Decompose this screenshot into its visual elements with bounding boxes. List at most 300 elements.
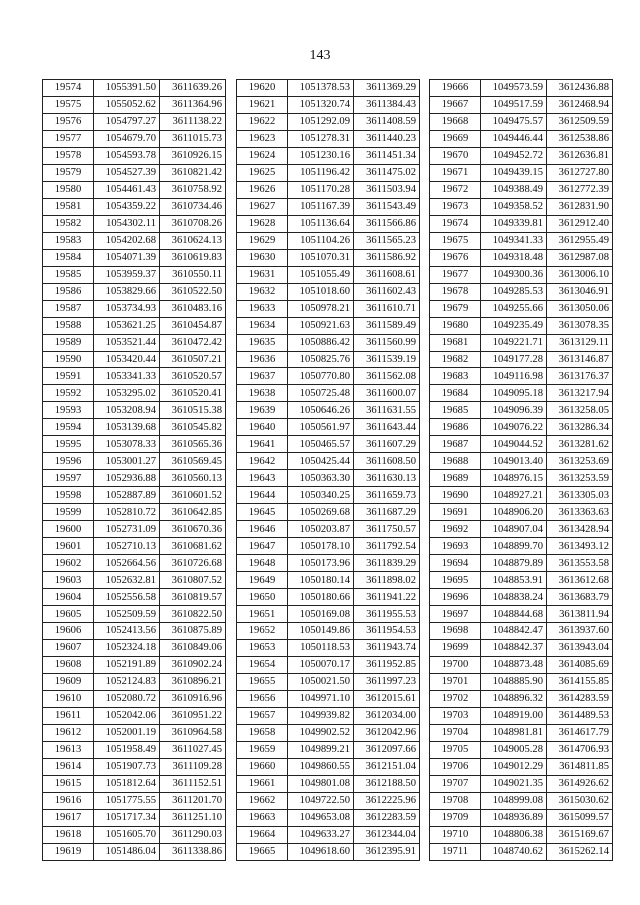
x-coordinate-cell: 1051378.53 <box>288 80 354 97</box>
x-coordinate-cell: 1050425.44 <box>288 453 354 470</box>
y-coordinate-cell: 3612468.94 <box>547 96 613 113</box>
table-row <box>430 266 613 283</box>
point-id-cell: 19630 <box>237 249 288 266</box>
table-row <box>237 572 420 589</box>
y-coordinate-cell: 3610520.57 <box>160 368 226 385</box>
y-coordinate-cell: 3610522.50 <box>160 283 226 300</box>
x-coordinate-cell: 1052936.88 <box>94 470 160 487</box>
table-row <box>430 538 613 555</box>
point-id-cell: 19625 <box>237 164 288 181</box>
table-row <box>43 606 226 623</box>
table-row <box>430 504 613 521</box>
point-id-cell: 19642 <box>237 453 288 470</box>
point-id-cell: 19688 <box>430 453 481 470</box>
x-coordinate-cell: 1051018.60 <box>288 283 354 300</box>
point-id-cell: 19590 <box>43 351 94 368</box>
table-row <box>430 436 613 453</box>
point-id-cell: 19613 <box>43 741 94 758</box>
x-coordinate-cell: 1054461.43 <box>94 181 160 198</box>
x-coordinate-cell: 1050173.96 <box>288 555 354 572</box>
y-coordinate-cell: 3610819.57 <box>160 589 226 606</box>
point-id-cell: 19704 <box>430 724 481 741</box>
table-row <box>43 758 226 775</box>
point-id-cell: 19657 <box>237 707 288 724</box>
y-coordinate-cell: 3611369.29 <box>354 80 420 97</box>
y-coordinate-cell: 3610734.46 <box>160 198 226 215</box>
y-coordinate-cell: 3610822.50 <box>160 606 226 623</box>
x-coordinate-cell: 1050363.30 <box>288 470 354 487</box>
point-id-cell: 19659 <box>237 741 288 758</box>
point-id-cell: 19695 <box>430 572 481 589</box>
x-coordinate-cell: 1052080.72 <box>94 690 160 707</box>
y-coordinate-cell: 3611138.22 <box>160 113 226 130</box>
point-id-cell: 19635 <box>237 334 288 351</box>
y-coordinate-cell: 3610454.87 <box>160 317 226 334</box>
table-row <box>430 724 613 741</box>
x-coordinate-cell: 1049358.52 <box>481 198 547 215</box>
table-row <box>43 690 226 707</box>
table-row <box>237 741 420 758</box>
point-id-cell: 19611 <box>43 707 94 724</box>
point-id-cell: 19686 <box>430 419 481 436</box>
x-coordinate-cell: 1050770.80 <box>288 368 354 385</box>
table-row <box>430 690 613 707</box>
point-id-cell: 19669 <box>430 130 481 147</box>
y-coordinate-cell: 3610916.96 <box>160 690 226 707</box>
point-id-cell: 19607 <box>43 639 94 656</box>
y-coordinate-cell: 3614283.59 <box>547 690 613 707</box>
y-coordinate-cell: 3611408.59 <box>354 113 420 130</box>
point-id-cell: 19660 <box>237 758 288 775</box>
x-coordinate-cell: 1053295.02 <box>94 385 160 402</box>
point-id-cell: 19580 <box>43 181 94 198</box>
point-id-cell: 19636 <box>237 351 288 368</box>
point-id-cell: 19658 <box>237 724 288 741</box>
point-id-cell: 19575 <box>43 96 94 113</box>
point-id-cell: 19620 <box>237 80 288 97</box>
y-coordinate-cell: 3611602.43 <box>354 283 420 300</box>
x-coordinate-cell: 1054071.39 <box>94 249 160 266</box>
point-id-cell: 19592 <box>43 385 94 402</box>
x-coordinate-cell: 1049012.29 <box>481 758 547 775</box>
y-coordinate-cell: 3613258.05 <box>547 402 613 419</box>
y-coordinate-cell: 3612042.96 <box>354 724 420 741</box>
x-coordinate-cell: 1050203.87 <box>288 521 354 538</box>
point-id-cell: 19653 <box>237 639 288 656</box>
y-coordinate-cell: 3610964.58 <box>160 724 226 741</box>
x-coordinate-cell: 1051486.04 <box>94 843 160 860</box>
y-coordinate-cell: 3611687.29 <box>354 504 420 521</box>
table-row <box>43 521 226 538</box>
y-coordinate-cell: 3610483.16 <box>160 300 226 317</box>
y-coordinate-cell: 3614155.85 <box>547 673 613 690</box>
point-id-cell: 19604 <box>43 589 94 606</box>
table-row <box>43 147 226 164</box>
y-coordinate-cell: 3612225.96 <box>354 792 420 809</box>
point-id-cell: 19606 <box>43 623 94 640</box>
x-coordinate-cell: 1049341.33 <box>481 232 547 249</box>
point-id-cell: 19708 <box>430 792 481 809</box>
x-coordinate-cell: 1049899.21 <box>288 741 354 758</box>
table-row <box>43 419 226 436</box>
x-coordinate-cell: 1053139.68 <box>94 419 160 436</box>
x-coordinate-cell: 1049439.15 <box>481 164 547 181</box>
point-id-cell: 19651 <box>237 606 288 623</box>
y-coordinate-cell: 3611109.28 <box>160 758 226 775</box>
point-id-cell: 19649 <box>237 572 288 589</box>
table-row <box>43 741 226 758</box>
point-id-cell: 19577 <box>43 130 94 147</box>
table-row <box>237 656 420 673</box>
y-coordinate-cell: 3613937.60 <box>547 623 613 640</box>
y-coordinate-cell: 3613553.58 <box>547 555 613 572</box>
y-coordinate-cell: 3611589.49 <box>354 317 420 334</box>
y-coordinate-cell: 3611384.43 <box>354 96 420 113</box>
point-id-cell: 19692 <box>430 521 481 538</box>
y-coordinate-cell: 3611954.53 <box>354 623 420 640</box>
x-coordinate-cell: 1048927.21 <box>481 487 547 504</box>
x-coordinate-cell: 1052810.72 <box>94 504 160 521</box>
table-row <box>237 181 420 198</box>
table-row <box>430 419 613 436</box>
y-coordinate-cell: 3613281.62 <box>547 436 613 453</box>
x-coordinate-cell: 1049446.44 <box>481 130 547 147</box>
x-coordinate-cell: 1050180.14 <box>288 572 354 589</box>
table-row <box>430 775 613 792</box>
x-coordinate-cell: 1050149.86 <box>288 623 354 640</box>
y-coordinate-cell: 3611792.54 <box>354 538 420 555</box>
table-row <box>237 809 420 826</box>
y-coordinate-cell: 3613006.10 <box>547 266 613 283</box>
table-row <box>43 504 226 521</box>
x-coordinate-cell: 1052710.13 <box>94 538 160 555</box>
point-id-cell: 19684 <box>430 385 481 402</box>
point-id-cell: 19709 <box>430 809 481 826</box>
point-id-cell: 19644 <box>237 487 288 504</box>
point-id-cell: 19603 <box>43 572 94 589</box>
point-id-cell: 19615 <box>43 775 94 792</box>
x-coordinate-cell: 1052664.56 <box>94 555 160 572</box>
x-coordinate-cell: 1050021.50 <box>288 673 354 690</box>
point-id-cell: 19668 <box>430 113 481 130</box>
table-row <box>43 470 226 487</box>
y-coordinate-cell: 3611560.99 <box>354 334 420 351</box>
point-id-cell: 19627 <box>237 198 288 215</box>
x-coordinate-cell: 1055052.62 <box>94 96 160 113</box>
table-row <box>43 623 226 640</box>
y-coordinate-cell: 3610515.38 <box>160 402 226 419</box>
x-coordinate-cell: 1050825.76 <box>288 351 354 368</box>
y-coordinate-cell: 3611566.86 <box>354 215 420 232</box>
table-row <box>430 487 613 504</box>
table-row <box>43 368 226 385</box>
point-id-cell: 19648 <box>237 555 288 572</box>
y-coordinate-cell: 3610807.52 <box>160 572 226 589</box>
point-id-cell: 19693 <box>430 538 481 555</box>
y-coordinate-cell: 3613612.68 <box>547 572 613 589</box>
x-coordinate-cell: 1048806.38 <box>481 826 547 843</box>
y-coordinate-cell: 3611562.08 <box>354 368 420 385</box>
x-coordinate-cell: 1050978.21 <box>288 300 354 317</box>
table-row <box>237 470 420 487</box>
point-id-cell: 19707 <box>430 775 481 792</box>
x-coordinate-cell: 1051812.64 <box>94 775 160 792</box>
table-row <box>430 453 613 470</box>
y-coordinate-cell: 3613811.94 <box>547 606 613 623</box>
x-coordinate-cell: 1048899.70 <box>481 538 547 555</box>
x-coordinate-cell: 1048853.91 <box>481 572 547 589</box>
x-coordinate-cell: 1049013.40 <box>481 453 547 470</box>
table-row <box>430 521 613 538</box>
x-coordinate-cell: 1054302.11 <box>94 215 160 232</box>
table-row <box>43 453 226 470</box>
x-coordinate-cell: 1051170.28 <box>288 181 354 198</box>
x-coordinate-cell: 1049633.27 <box>288 826 354 843</box>
table-row <box>43 639 226 656</box>
point-id-cell: 19594 <box>43 419 94 436</box>
x-coordinate-cell: 1053420.44 <box>94 351 160 368</box>
point-id-cell: 19656 <box>237 690 288 707</box>
y-coordinate-cell: 3611607.29 <box>354 436 420 453</box>
table-row <box>430 164 613 181</box>
y-coordinate-cell: 3612831.90 <box>547 198 613 215</box>
y-coordinate-cell: 3611631.55 <box>354 402 420 419</box>
y-coordinate-cell: 3615030.62 <box>547 792 613 809</box>
table-row <box>43 385 226 402</box>
table-row <box>237 80 420 97</box>
table-row <box>43 673 226 690</box>
table-row <box>237 487 420 504</box>
y-coordinate-cell: 3613129.11 <box>547 334 613 351</box>
y-coordinate-cell: 3610875.89 <box>160 623 226 640</box>
x-coordinate-cell: 1050118.53 <box>288 639 354 656</box>
y-coordinate-cell: 3611630.13 <box>354 470 420 487</box>
y-coordinate-cell: 3612955.49 <box>547 232 613 249</box>
x-coordinate-cell: 1052324.18 <box>94 639 160 656</box>
point-id-cell: 19578 <box>43 147 94 164</box>
y-coordinate-cell: 3611639.26 <box>160 80 226 97</box>
y-coordinate-cell: 3610951.22 <box>160 707 226 724</box>
table-row <box>430 639 613 656</box>
table-row <box>43 130 226 147</box>
table-row <box>43 317 226 334</box>
y-coordinate-cell: 3611451.34 <box>354 147 420 164</box>
y-coordinate-cell: 3610624.13 <box>160 232 226 249</box>
x-coordinate-cell: 1053341.33 <box>94 368 160 385</box>
table-row <box>237 775 420 792</box>
table-row <box>430 130 613 147</box>
y-coordinate-cell: 3613046.91 <box>547 283 613 300</box>
x-coordinate-cell: 1050886.42 <box>288 334 354 351</box>
table-row <box>43 113 226 130</box>
x-coordinate-cell: 1053078.33 <box>94 436 160 453</box>
table-row <box>237 555 420 572</box>
point-id-cell: 19621 <box>237 96 288 113</box>
point-id-cell: 19638 <box>237 385 288 402</box>
point-id-cell: 19614 <box>43 758 94 775</box>
x-coordinate-cell: 1048906.20 <box>481 504 547 521</box>
point-id-cell: 19585 <box>43 266 94 283</box>
table-row <box>237 843 420 860</box>
x-coordinate-cell: 1049221.71 <box>481 334 547 351</box>
point-id-cell: 19705 <box>430 741 481 758</box>
point-id-cell: 19679 <box>430 300 481 317</box>
y-coordinate-cell: 3612188.50 <box>354 775 420 792</box>
point-id-cell: 19616 <box>43 792 94 809</box>
table-row <box>237 758 420 775</box>
point-id-cell: 19710 <box>430 826 481 843</box>
table-row <box>237 130 420 147</box>
x-coordinate-cell: 1049005.28 <box>481 741 547 758</box>
x-coordinate-cell: 1049653.08 <box>288 809 354 826</box>
table-row <box>430 809 613 826</box>
point-id-cell: 19595 <box>43 436 94 453</box>
table-row <box>43 283 226 300</box>
table-row <box>43 300 226 317</box>
table-row <box>237 385 420 402</box>
y-coordinate-cell: 3610472.42 <box>160 334 226 351</box>
x-coordinate-cell: 1050269.68 <box>288 504 354 521</box>
y-coordinate-cell: 3611610.71 <box>354 300 420 317</box>
point-id-cell: 19588 <box>43 317 94 334</box>
y-coordinate-cell: 3611608.61 <box>354 266 420 283</box>
table-row <box>237 690 420 707</box>
point-id-cell: 19678 <box>430 283 481 300</box>
point-id-cell: 19579 <box>43 164 94 181</box>
y-coordinate-cell: 3615262.14 <box>547 843 613 860</box>
table-row <box>430 606 613 623</box>
x-coordinate-cell: 1052731.09 <box>94 521 160 538</box>
point-id-cell: 19612 <box>43 724 94 741</box>
point-id-cell: 19687 <box>430 436 481 453</box>
x-coordinate-cell: 1052413.56 <box>94 623 160 640</box>
table-row <box>237 317 420 334</box>
y-coordinate-cell: 3610642.85 <box>160 504 226 521</box>
coordinate-table-middle <box>236 79 420 861</box>
x-coordinate-cell: 1049573.59 <box>481 80 547 97</box>
x-coordinate-cell: 1051136.64 <box>288 215 354 232</box>
y-coordinate-cell: 3610560.13 <box>160 470 226 487</box>
table-row <box>43 198 226 215</box>
table-row <box>430 741 613 758</box>
x-coordinate-cell: 1052124.83 <box>94 673 160 690</box>
point-id-cell: 19601 <box>43 538 94 555</box>
y-coordinate-cell: 3614706.93 <box>547 741 613 758</box>
y-coordinate-cell: 3612772.39 <box>547 181 613 198</box>
y-coordinate-cell: 3613253.69 <box>547 453 613 470</box>
table-row <box>430 470 613 487</box>
x-coordinate-cell: 1051055.49 <box>288 266 354 283</box>
table-row <box>237 249 420 266</box>
x-coordinate-cell: 1050180.66 <box>288 589 354 606</box>
x-coordinate-cell: 1051292.09 <box>288 113 354 130</box>
point-id-cell: 19674 <box>430 215 481 232</box>
table-row <box>237 724 420 741</box>
point-id-cell: 19681 <box>430 334 481 351</box>
point-id-cell: 19646 <box>237 521 288 538</box>
table-row <box>43 80 226 97</box>
table-row <box>237 232 420 249</box>
y-coordinate-cell: 3613363.63 <box>547 504 613 521</box>
x-coordinate-cell: 1049076.22 <box>481 419 547 436</box>
x-coordinate-cell: 1051278.31 <box>288 130 354 147</box>
table-row <box>237 402 420 419</box>
table-row <box>237 589 420 606</box>
table-row <box>430 249 613 266</box>
y-coordinate-cell: 3612097.66 <box>354 741 420 758</box>
x-coordinate-cell: 1052887.89 <box>94 487 160 504</box>
x-coordinate-cell: 1048981.81 <box>481 724 547 741</box>
point-id-cell: 19664 <box>237 826 288 843</box>
y-coordinate-cell: 3615169.67 <box>547 826 613 843</box>
table-row <box>237 707 420 724</box>
point-id-cell: 19634 <box>237 317 288 334</box>
table-row <box>430 385 613 402</box>
x-coordinate-cell: 1052556.58 <box>94 589 160 606</box>
x-coordinate-cell: 1052632.81 <box>94 572 160 589</box>
point-id-cell: 19698 <box>430 623 481 640</box>
y-coordinate-cell: 3611952.85 <box>354 656 420 673</box>
point-id-cell: 19711 <box>430 843 481 860</box>
x-coordinate-cell: 1048879.89 <box>481 555 547 572</box>
x-coordinate-cell: 1049021.35 <box>481 775 547 792</box>
y-coordinate-cell: 3610569.45 <box>160 453 226 470</box>
y-coordinate-cell: 3612395.91 <box>354 843 420 860</box>
table-row <box>430 351 613 368</box>
y-coordinate-cell: 3610708.26 <box>160 215 226 232</box>
table-row <box>237 436 420 453</box>
point-id-cell: 19589 <box>43 334 94 351</box>
y-coordinate-cell: 3613050.06 <box>547 300 613 317</box>
point-id-cell: 19581 <box>43 198 94 215</box>
table-row <box>237 164 420 181</box>
table-row <box>43 724 226 741</box>
point-id-cell: 19622 <box>237 113 288 130</box>
y-coordinate-cell: 3611152.51 <box>160 775 226 792</box>
x-coordinate-cell: 1048842.47 <box>481 623 547 640</box>
table-row <box>237 453 420 470</box>
point-id-cell: 19632 <box>237 283 288 300</box>
point-id-cell: 19591 <box>43 368 94 385</box>
x-coordinate-cell: 1049860.55 <box>288 758 354 775</box>
point-id-cell: 19593 <box>43 402 94 419</box>
table-row <box>43 826 226 843</box>
point-id-cell: 19671 <box>430 164 481 181</box>
x-coordinate-cell: 1050070.17 <box>288 656 354 673</box>
table-row <box>43 351 226 368</box>
y-coordinate-cell: 3611643.44 <box>354 419 420 436</box>
point-id-cell: 19602 <box>43 555 94 572</box>
y-coordinate-cell: 3611608.50 <box>354 453 420 470</box>
x-coordinate-cell: 1054797.27 <box>94 113 160 130</box>
point-id-cell: 19624 <box>237 147 288 164</box>
y-coordinate-cell: 3611955.53 <box>354 606 420 623</box>
table-row <box>430 402 613 419</box>
x-coordinate-cell: 1048919.00 <box>481 707 547 724</box>
table-row <box>43 487 226 504</box>
table-row <box>430 300 613 317</box>
table-row <box>237 826 420 843</box>
table-row <box>43 775 226 792</box>
y-coordinate-cell: 3614926.62 <box>547 775 613 792</box>
x-coordinate-cell: 1049177.28 <box>481 351 547 368</box>
table-row <box>430 147 613 164</box>
point-id-cell: 19699 <box>430 639 481 656</box>
x-coordinate-cell: 1054593.78 <box>94 147 160 164</box>
x-coordinate-cell: 1049722.50 <box>288 792 354 809</box>
y-coordinate-cell: 3614617.79 <box>547 724 613 741</box>
point-id-cell: 19623 <box>237 130 288 147</box>
